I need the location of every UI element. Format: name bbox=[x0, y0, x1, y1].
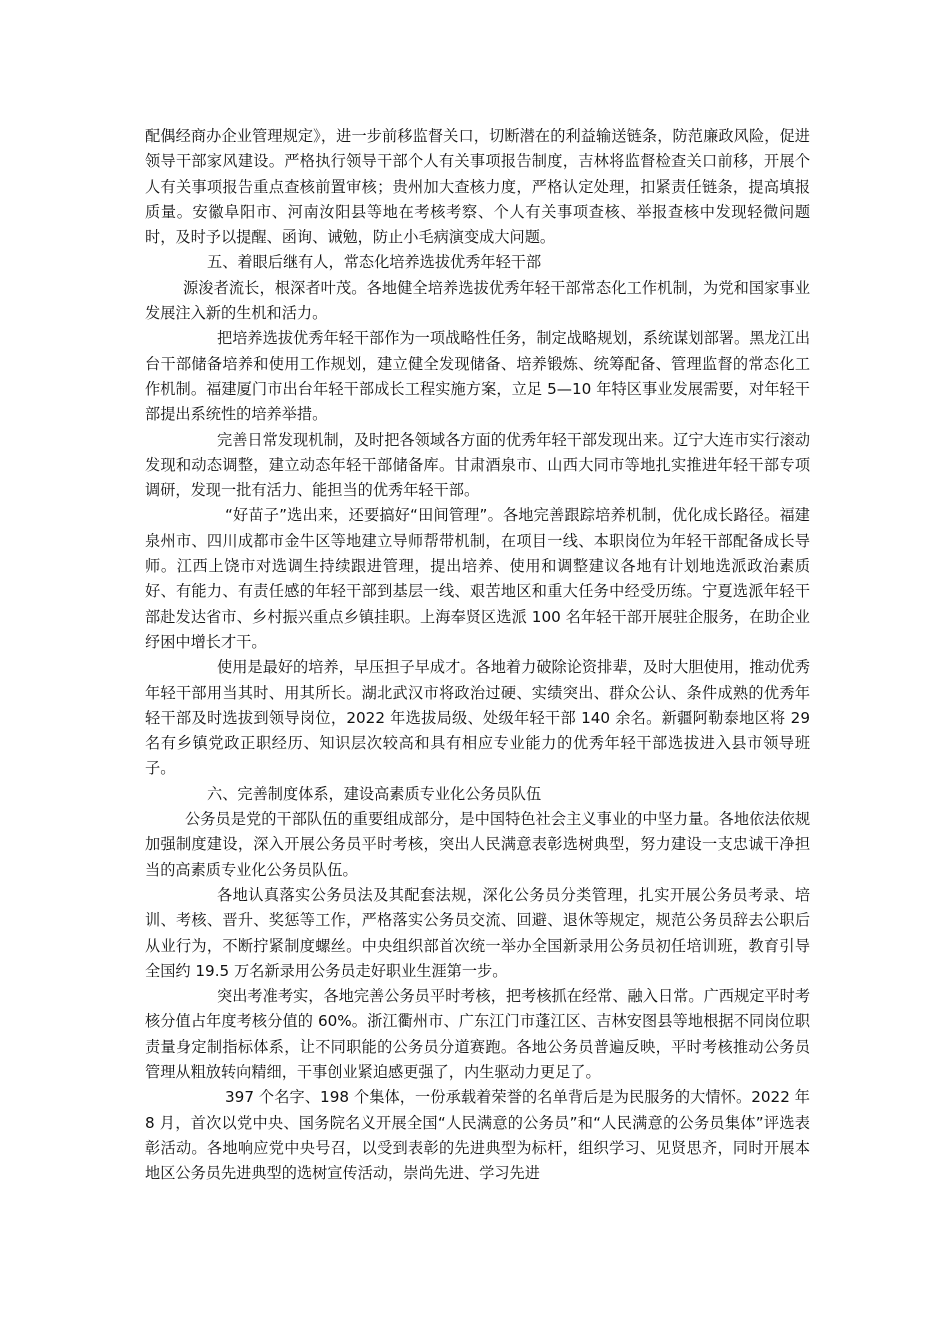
paragraph-7: 公务员是党的干部队伍的重要组成部分，是中国特色社会主义事业的中坚力量。各地依法依规加强制度建设，深入开展公务员平时考核，突出人民满意表彰选树典型，努力建设一支忠诚干净担当的高素质专业化公务员队伍。 bbox=[145, 810, 810, 879]
paragraph-9: 突出考准考实，各地完善公务员平时考核，把考核抓在经常、融入日常。广西规定平时考核分值占年度考核分值的 60%。浙江衢州市、广东江门市蓬江区、吉林安图县等地根据不同岗位职责量身定制指标体系，让不同职能的公务员分道赛跑。各地公务员普遍反映，平时考核推动公务员管理从粗放转向精细，干事创业紧迫感更强了，内生驱动力更足了。 bbox=[145, 987, 810, 1081]
paragraph-6: 使用是最好的培养，早压担子早成才。各地着力破除论资排辈，及时大胆使用，推动优秀年轻干部用当其时、用其所长。湖北武汉市将政治过硬、实绩突出、群众公认、条件成熟的优秀年轻干部及时选拔到领导岗位，2022 年选拔局级、处级年轻干部 140 余名。新疆阿勒泰地区将 29 名有乡镇党政正职经历、知识层次较高和具有相应专业能力的优秀年轻干部选拔进入县市领导班子。 bbox=[145, 658, 810, 778]
document-body bbox=[145, 124, 810, 1186]
paragraph-1: 配偶经商办企业管理规定》，进一步前移监督关口，切断潜在的利益输送链条，防范廉政风险，促进领导干部家风建设。严格执行领导干部个人有关事项报告制度，吉林将监督检查关口前移，开展个人有关事项报告重点查核前置审核；贵州加大查核力度，严格认定处理，扣紧责任链条，提高填报质量。安徽阜阳市、河南汝阳县等地在考核考察、个人有关事项查核、举报查核中发现轻微问题时，及时予以提醒、函询、诫勉，防止小毛病演变成大问题。 bbox=[145, 127, 810, 247]
paragraph-3: 把培养选拔优秀年轻干部作为一项战略性任务，制定战略规划，系统谋划部署。黑龙江出台干部储备培养和使用工作规划，建立健全发现储备、培养锻炼、统筹配备、管理监督的常态化工作机制。福建厦门市出台年轻干部成长工程实施方案，立足 5—10 年特区事业发展需要，对年轻干部提出系统性的培养举措。 bbox=[145, 329, 810, 424]
section-heading-5: 五、着眼后继有人，常态化培养选拔优秀年轻干部 bbox=[207, 253, 542, 272]
paragraph-4: 完善日常发现机制，及时把各领域各方面的优秀年轻干部发现出来。辽宁大连市实行滚动发现和动态调整，建立动态年轻干部储备库。甘肃酒泉市、山西大同市等地扎实推进年轻干部专项调研，发现一批有活力、能担当的优秀年轻干部。 bbox=[145, 430, 810, 500]
paragraph-10: 397 个名字、198 个集体，一份承载着荣誉的名单背后是为民服务的大情怀。2022 年 8 月，首次以党中央、国务院名义开展全国“人民满意的公务员”和“人民满意的公务员集体”评选表彰活动。各地响应党中央号召，以受到表彰的先进典型为标杆，组织学习、见贤思齐，同时开展本地区公务员先进典型的选树宣传活动，崇尚先进、学习先进 bbox=[145, 1088, 810, 1183]
section-heading-6: 六、完善制度体系，建设高素质专业化公务员队伍 bbox=[207, 784, 542, 803]
paragraph-2: 源浚者流长，根深者叶茂。各地健全培养选拔优秀年轻干部常态化工作机制，为党和国家事业发展注入新的生机和活力。 bbox=[145, 278, 810, 323]
paragraph-5: “好苗子”选出来，还要搞好“田间管理”。各地完善跟踪培养机制，优化成长路径。福建泉州市、四川成都市金牛区等地建立导师帮带机制，在项目一线、本职岗位为年轻干部配备成长导师。江西上饶市对选调生持续跟进管理，提出培养、使用和调整建议各地有计划地选派政治素质好、有能力、有责任感的年轻干部到基层一线、艰苦地区和重大任务中经受历练。宁夏选派年轻干部赴发达省市、乡村振兴重点乡镇挂职。上海奉贤区选派 100 名年轻干部开展驻企服务，在助企业纾困中增长才干。 bbox=[145, 506, 810, 651]
paragraph-8: 各地认真落实公务员法及其配套法规，深化公务员分类管理，扎实开展公务员考录、培训、考核、晋升、奖惩等工作，严格落实公务员交流、回避、退休等规定，规范公务员辞去公职后从业行为，不断拧紧制度螺丝。中央组织部首次统一举办全国新录用公务员初任培训班，教育引导全国约 19.5 万名新录用公务员走好职业生涯第一步。 bbox=[145, 885, 810, 980]
